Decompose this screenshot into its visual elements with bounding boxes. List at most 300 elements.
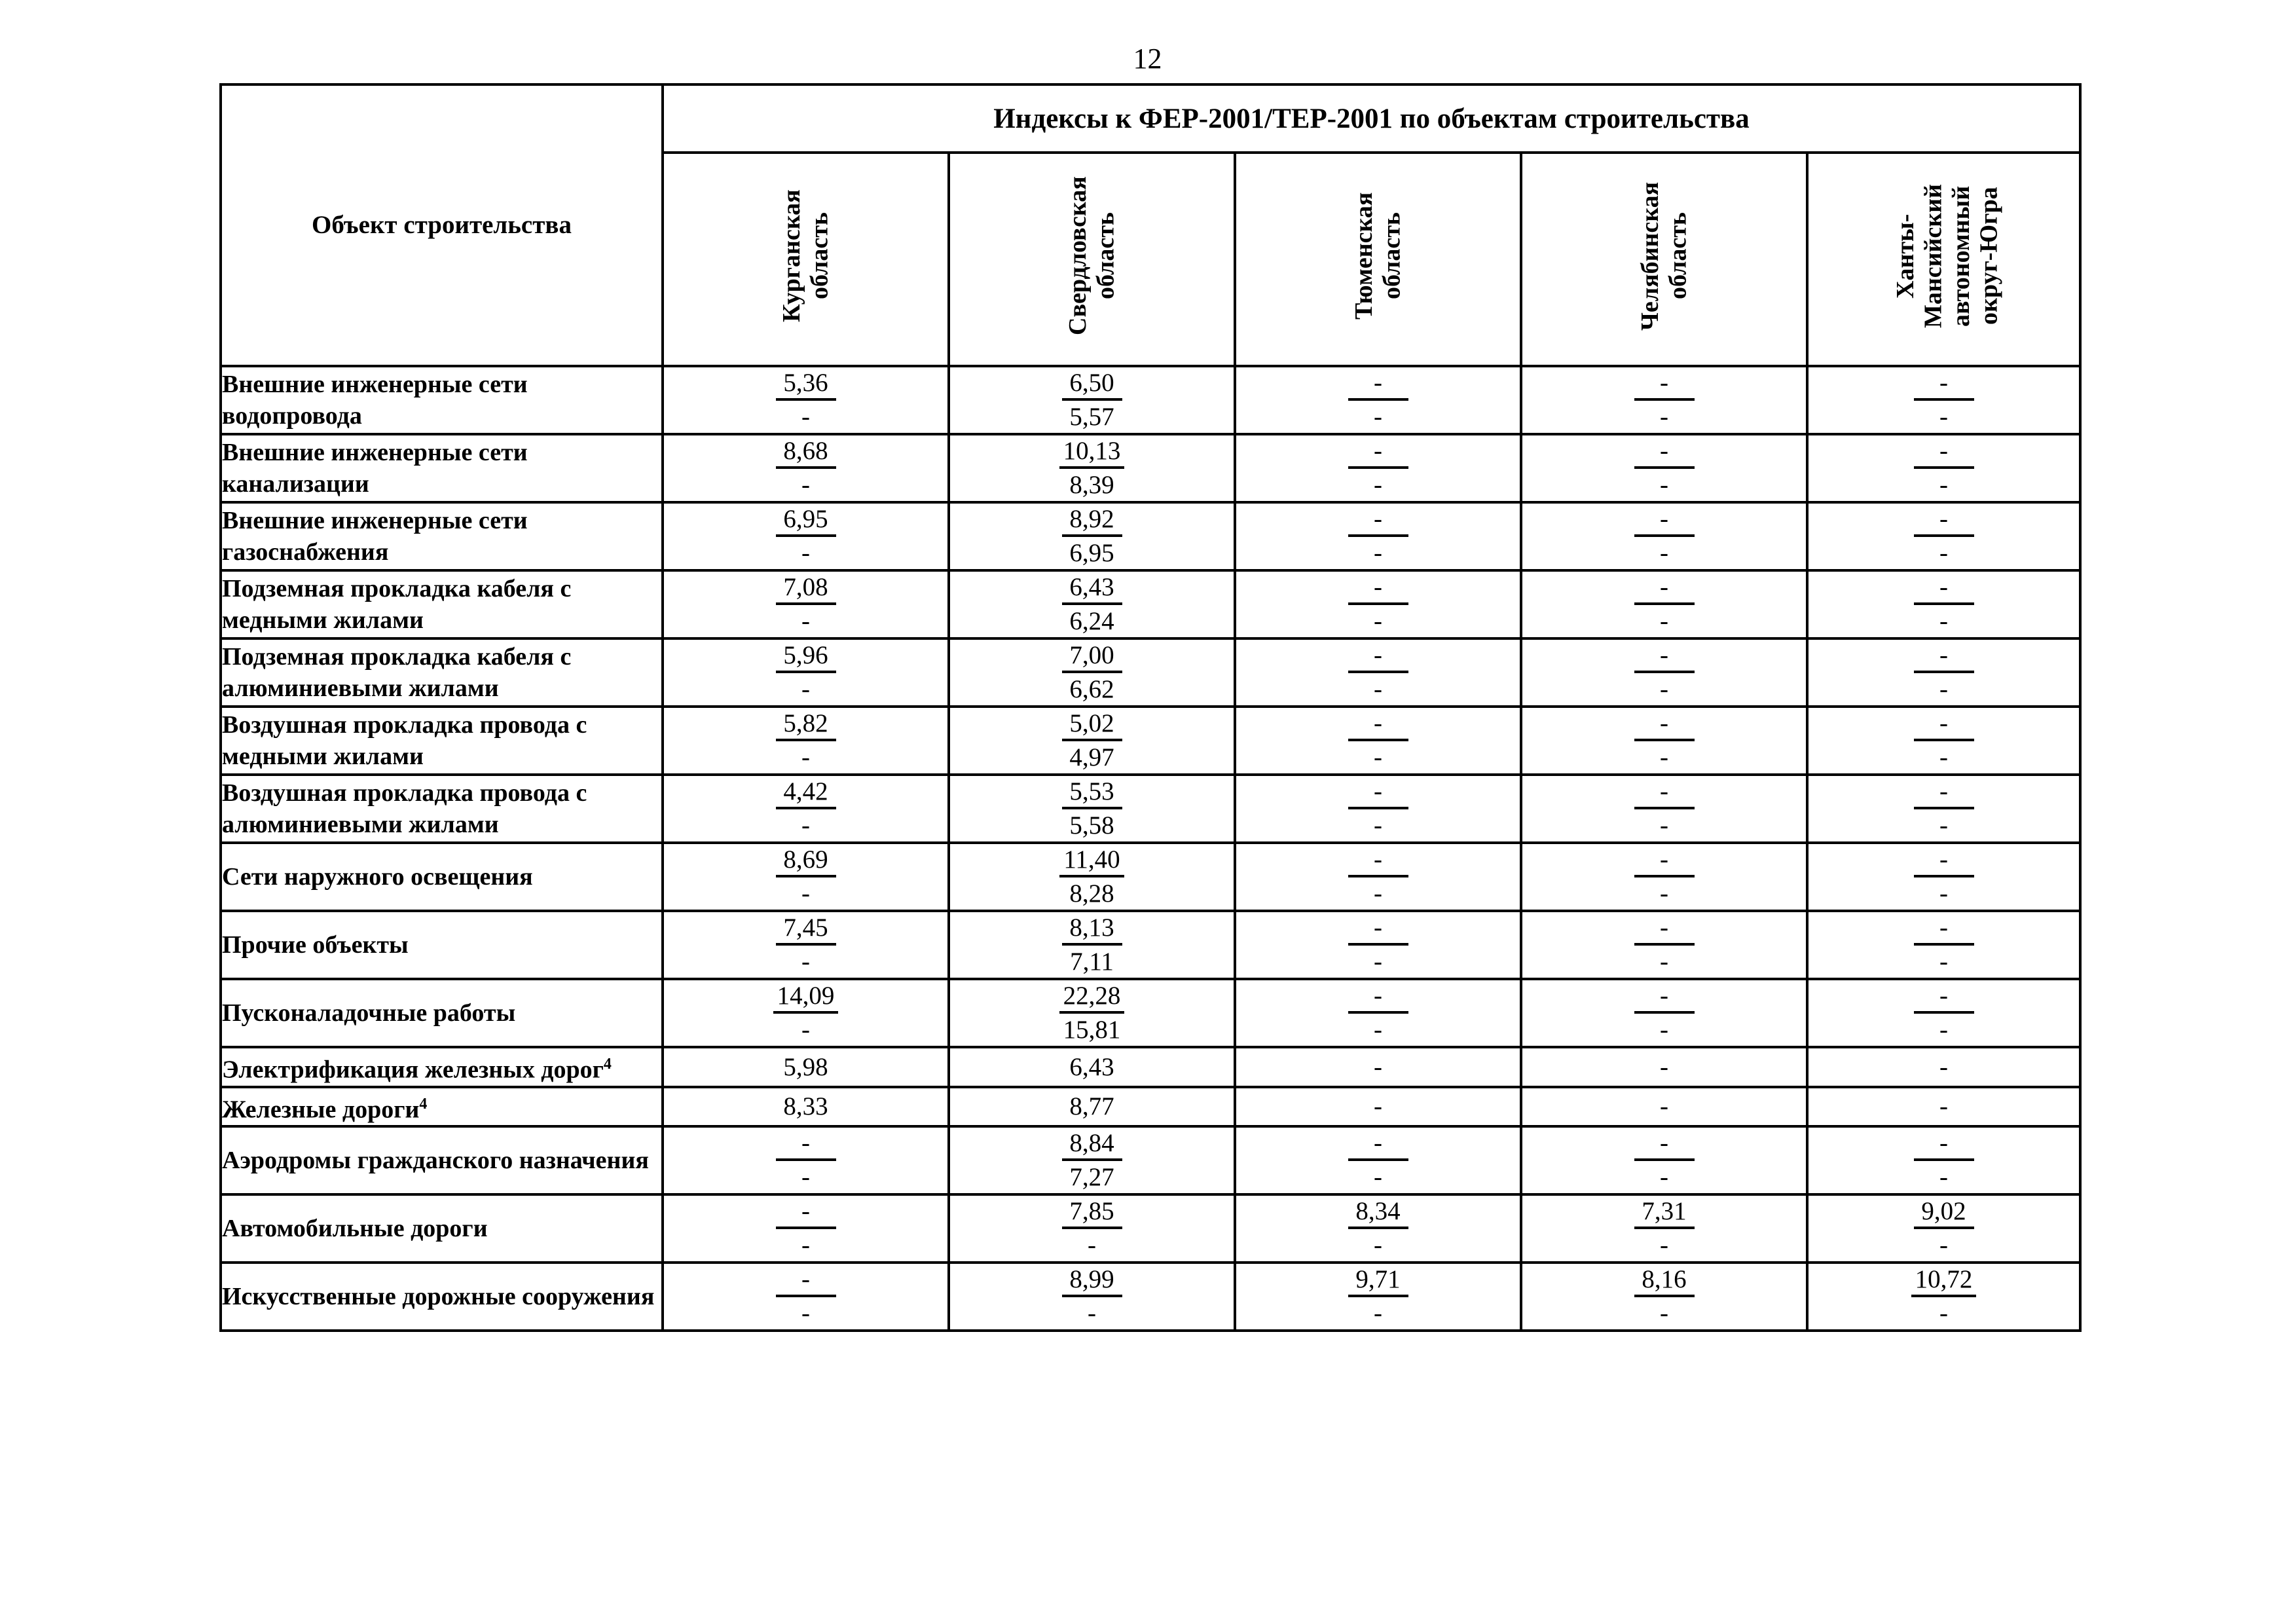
index-value-top: 8,34	[1348, 1198, 1408, 1229]
index-value-top: -	[1914, 914, 1974, 946]
index-value-top: -	[1634, 574, 1695, 605]
footnote-mark: 4	[603, 1056, 612, 1073]
index-value: -	[1807, 1087, 2080, 1127]
table-row	[221, 1194, 2080, 1263]
index-cell	[663, 775, 949, 843]
index-value-bottom: -	[1660, 539, 1668, 567]
index-value-top: 6,50	[1062, 369, 1122, 401]
index-cell	[1807, 1194, 2080, 1263]
index-fraction	[1914, 1198, 1974, 1259]
index-fraction	[776, 574, 836, 635]
index-cell	[1807, 843, 2080, 911]
index-value-bottom: -	[1939, 1231, 1949, 1260]
object-name	[221, 1126, 663, 1194]
object-name-text: Внешние инженерные сети газоснабжения	[222, 507, 528, 566]
index-fraction	[776, 1266, 836, 1327]
index-fraction	[1634, 1198, 1695, 1259]
index-cell	[1235, 638, 1521, 707]
index-value-top: 10,13	[1059, 437, 1125, 469]
index-fraction	[1634, 914, 1695, 976]
index-fraction	[1062, 778, 1122, 840]
index-cell	[949, 775, 1235, 843]
index-value-top: -	[1634, 710, 1695, 741]
index-value-bottom: -	[801, 811, 810, 840]
index-fraction	[1634, 1266, 1695, 1327]
index-value-bottom: -	[1660, 403, 1668, 431]
index-cell	[949, 570, 1235, 638]
index-value: 8,33	[663, 1087, 949, 1127]
index-cell	[663, 366, 949, 434]
index-fraction	[1348, 1130, 1408, 1191]
object-name	[221, 1087, 663, 1127]
index-value: -	[1235, 1047, 1521, 1087]
index-value-bottom: -	[1374, 539, 1382, 567]
index-fraction	[1059, 437, 1125, 499]
index-fraction	[1348, 982, 1408, 1044]
index-fraction	[1062, 1130, 1122, 1191]
index-cell	[949, 434, 1235, 502]
object-name-text: Воздушная прокладка провода с алюминиевыми жилами	[222, 779, 587, 838]
region-header	[663, 153, 949, 366]
index-value-bottom: -	[801, 948, 810, 976]
index-fraction	[776, 778, 836, 840]
index-fraction	[776, 846, 836, 908]
index-fraction	[1348, 574, 1408, 635]
index-fraction	[1059, 846, 1124, 908]
index-value-top: -	[1914, 369, 1974, 401]
object-name-text: Аэродромы гражданского назначения	[222, 1147, 649, 1175]
index-fraction	[1348, 846, 1408, 908]
index-value: -	[1521, 1087, 1807, 1127]
table-row	[221, 1126, 2080, 1194]
index-value: 5,98	[663, 1047, 949, 1087]
index-value-bottom: -	[801, 743, 810, 771]
table-row	[221, 707, 2080, 775]
index-value-bottom: -	[1660, 1231, 1668, 1260]
table-row	[221, 775, 2080, 843]
index-value-top: 5,02	[1062, 710, 1122, 741]
index-cell	[1235, 843, 1521, 911]
index-cell	[949, 502, 1235, 570]
object-name-text: Внешние инженерные сети водопровода	[222, 371, 528, 430]
index-value-top: 5,36	[776, 369, 836, 401]
index-fraction	[1634, 574, 1695, 635]
table-header	[221, 84, 2080, 366]
index-fraction	[776, 914, 836, 976]
index-cell	[1807, 366, 2080, 434]
object-name	[221, 1263, 663, 1331]
index-fraction	[1062, 710, 1122, 771]
index-value-top: 7,08	[776, 574, 836, 605]
index-cell	[1521, 502, 1807, 570]
region-header	[1807, 153, 2080, 366]
index-cell	[949, 843, 1235, 911]
index-value-bottom: -	[1660, 1163, 1668, 1192]
index-value-top: -	[1634, 846, 1695, 877]
object-name-text: Подземная прокладка кабеля с алюминиевыми жилами	[222, 643, 572, 702]
index-cell	[663, 911, 949, 979]
index-value: -	[1521, 1047, 1807, 1087]
index-value-top: 11,40	[1059, 846, 1124, 877]
index-cell	[1235, 911, 1521, 979]
object-name-text: Искусственные дорожные сооружения	[222, 1283, 655, 1311]
index-value-top: -	[1634, 506, 1695, 537]
index-cell	[1521, 1263, 1807, 1331]
object-name	[221, 911, 663, 979]
index-fraction	[1634, 506, 1695, 567]
index-fraction	[776, 710, 836, 771]
index-value-bottom: -	[801, 539, 810, 567]
index-value-bottom: -	[1939, 948, 1949, 976]
index-value-top: 8,92	[1062, 506, 1122, 537]
table-row	[221, 502, 2080, 570]
index-value-bottom: -	[1374, 743, 1382, 771]
index-cell	[1521, 570, 1807, 638]
index-value-bottom: -	[1660, 879, 1668, 908]
index-value-top: -	[1348, 437, 1408, 469]
index-value-top: -	[1634, 914, 1695, 946]
index-fraction	[1348, 778, 1408, 840]
index-fraction	[1634, 1130, 1695, 1191]
index-cell	[663, 707, 949, 775]
index-cell	[1521, 366, 1807, 434]
index-fraction	[1634, 437, 1695, 499]
index-fraction	[1348, 1266, 1408, 1327]
group-title: Индексы к ФЕР-2001/ТЕР-2001 по объектам строительства	[663, 84, 2080, 153]
index-value-top: 14,09	[773, 982, 839, 1014]
object-name	[221, 1047, 663, 1087]
index-value-bottom: -	[1939, 879, 1949, 908]
index-fraction	[1062, 1198, 1122, 1259]
index-value-bottom: -	[1374, 1231, 1382, 1260]
index-value-top: 4,42	[776, 778, 836, 809]
index-cell	[1521, 1194, 1807, 1263]
table-row	[221, 1263, 2080, 1331]
index-fraction	[773, 982, 839, 1044]
index-cell	[1521, 911, 1807, 979]
index-fraction	[1062, 642, 1122, 703]
index-value-top: -	[1914, 437, 1974, 469]
table-row	[221, 843, 2080, 911]
index-cell	[663, 1126, 949, 1194]
table-row	[221, 1047, 2080, 1087]
index-value-bottom: -	[801, 1016, 810, 1044]
object-name	[221, 502, 663, 570]
index-fraction	[1634, 846, 1695, 908]
index-value-top: -	[1634, 437, 1695, 469]
index-value-bottom: -	[1088, 1299, 1096, 1328]
index-cell	[663, 570, 949, 638]
index-cell	[1807, 979, 2080, 1047]
index-cell	[1235, 434, 1521, 502]
index-value-bottom: -	[1939, 1299, 1949, 1328]
index-cell	[663, 502, 949, 570]
index-value-bottom: -	[801, 675, 810, 703]
index-value-top: -	[1914, 710, 1974, 741]
index-value-top: 7,31	[1634, 1198, 1695, 1229]
index-value-bottom: 5,58	[1069, 811, 1114, 840]
index-value: 6,43	[949, 1047, 1235, 1087]
table-row	[221, 979, 2080, 1047]
index-fraction	[776, 506, 836, 567]
object-name	[221, 707, 663, 775]
index-value-bottom: -	[801, 879, 810, 908]
index-value-bottom: 15,81	[1063, 1016, 1121, 1044]
object-name-text: Пусконаладочные работы	[222, 999, 516, 1027]
index-value-top: 8,69	[776, 846, 836, 877]
index-value-bottom: -	[1939, 471, 1949, 499]
index-value-top: -	[1348, 369, 1408, 401]
region-header-label: Свердловская область	[1063, 176, 1120, 336]
index-cell	[1807, 638, 2080, 707]
index-value-top: -	[1634, 369, 1695, 401]
index-value-bottom: -	[1939, 1163, 1949, 1192]
index-cell	[1807, 1126, 2080, 1194]
index-fraction	[1914, 778, 1974, 840]
object-name	[221, 979, 663, 1047]
object-name-text: Подземная прокладка кабеля с медными жилами	[222, 575, 572, 634]
index-value-bottom: -	[1660, 948, 1668, 976]
table-row	[221, 1087, 2080, 1127]
index-cell	[1521, 775, 1807, 843]
index-value-bottom: -	[801, 1231, 810, 1260]
index-value-top: -	[1634, 642, 1695, 673]
index-value-bottom: -	[1660, 811, 1668, 840]
index-value-top: -	[1348, 982, 1408, 1014]
index-fraction	[1634, 642, 1695, 703]
index-value-bottom: 7,11	[1070, 948, 1114, 976]
index-value-bottom: 8,39	[1069, 471, 1114, 499]
index-fraction	[1914, 710, 1974, 771]
index-fraction	[1914, 982, 1974, 1044]
object-name-text: Автомобильные дороги	[222, 1215, 488, 1243]
object-name-text: Внешние инженерные сети канализации	[222, 439, 528, 498]
index-fraction	[776, 642, 836, 703]
index-fraction	[1062, 914, 1122, 976]
index-value-bottom: -	[1374, 879, 1382, 908]
index-cell	[1807, 707, 2080, 775]
index-fraction	[1914, 846, 1974, 908]
index-fraction	[1634, 778, 1695, 840]
index-value-top: 8,68	[776, 437, 836, 469]
index-value-top: 8,84	[1062, 1130, 1122, 1161]
index-value-bottom: 5,57	[1069, 403, 1114, 431]
index-value-top: -	[1914, 982, 1974, 1014]
index-value-top: -	[1348, 642, 1408, 673]
index-value-bottom: -	[801, 1163, 810, 1192]
index-value-top: 7,00	[1062, 642, 1122, 673]
index-cell	[949, 979, 1235, 1047]
index-value-top: 8,16	[1634, 1266, 1695, 1297]
object-name	[221, 843, 663, 911]
index-fraction	[1634, 710, 1695, 771]
table-row	[221, 570, 2080, 638]
index-value-top: -	[1914, 506, 1974, 537]
index-value-bottom: -	[1374, 948, 1382, 976]
index-cell	[1235, 1126, 1521, 1194]
object-name	[221, 434, 663, 502]
index-fraction	[1348, 506, 1408, 567]
index-cell	[663, 434, 949, 502]
table-row	[221, 638, 2080, 707]
index-value-bottom: 6,95	[1069, 539, 1114, 567]
index-value-bottom: -	[1939, 743, 1949, 771]
index-cell	[1807, 570, 2080, 638]
index-cell	[949, 1263, 1235, 1331]
index-cell	[1235, 979, 1521, 1047]
index-cell	[663, 979, 949, 1047]
index-cell	[1521, 843, 1807, 911]
index-cell	[1235, 570, 1521, 638]
index-value-top: -	[776, 1266, 836, 1297]
index-cell	[1807, 911, 2080, 979]
index-value: 8,77	[949, 1087, 1235, 1127]
index-fraction	[1914, 506, 1974, 567]
index-value-bottom: -	[1660, 1016, 1668, 1044]
region-header-label: Курганская область	[777, 189, 834, 323]
index-fraction	[1914, 914, 1974, 976]
index-cell	[1521, 1126, 1807, 1194]
index-cell	[1807, 775, 2080, 843]
index-value-bottom: -	[1374, 1163, 1382, 1192]
object-name	[221, 366, 663, 434]
index-value-bottom: -	[801, 1299, 810, 1328]
index-value-bottom: -	[1939, 1016, 1949, 1044]
table-body	[221, 366, 2080, 1331]
index-value-top: 7,45	[776, 914, 836, 946]
index-cell	[663, 638, 949, 707]
index-value-bottom: -	[1374, 1016, 1382, 1044]
index-fraction	[1348, 914, 1408, 976]
index-value-bottom: -	[801, 607, 810, 635]
index-value-top: -	[1348, 710, 1408, 741]
index-value-top: 6,95	[776, 506, 836, 537]
object-name-text: Воздушная прокладка провода с медными жилами	[222, 711, 587, 770]
index-value-top: -	[1348, 846, 1408, 877]
index-value-bottom: -	[1374, 607, 1382, 635]
index-value-top: 9,71	[1348, 1266, 1408, 1297]
index-value-bottom: 7,27	[1069, 1163, 1114, 1192]
table-row	[221, 434, 2080, 502]
index-cell	[949, 911, 1235, 979]
index-value-top: -	[1914, 778, 1974, 809]
table-row	[221, 911, 2080, 979]
index-cell	[949, 1194, 1235, 1263]
region-header	[1521, 153, 1807, 366]
index-fraction	[1914, 437, 1974, 499]
index-fraction	[1062, 506, 1122, 567]
index-value-top: 5,96	[776, 642, 836, 673]
index-fraction	[1348, 710, 1408, 771]
index-value-top: -	[1348, 778, 1408, 809]
region-header-label: Ханты-Мансийский автономный округ-Югра	[1891, 184, 2003, 328]
index-value-bottom: -	[1660, 743, 1668, 771]
footnote-mark: 4	[419, 1095, 428, 1113]
index-cell	[1521, 707, 1807, 775]
object-name-text: Электрификация железных дорог	[222, 1056, 604, 1084]
index-value: -	[1235, 1087, 1521, 1127]
index-value-top: -	[1914, 642, 1974, 673]
index-value-bottom: 4,97	[1069, 743, 1114, 771]
index-fraction	[1914, 642, 1974, 703]
index-fraction	[1914, 1130, 1974, 1191]
index-fraction	[776, 437, 836, 499]
index-cell	[949, 366, 1235, 434]
index-value-bottom: 6,62	[1069, 675, 1114, 703]
object-name	[221, 1194, 663, 1263]
index-cell	[663, 843, 949, 911]
index-fraction	[1059, 982, 1125, 1044]
index-value-top: -	[1634, 1130, 1695, 1161]
index-value-top: -	[1914, 1130, 1974, 1161]
index-cell	[1235, 1263, 1521, 1331]
region-header-label: Челябинская область	[1636, 181, 1692, 331]
object-name	[221, 638, 663, 707]
index-fraction	[1634, 982, 1695, 1044]
index-value-bottom: -	[1374, 1299, 1382, 1328]
index-cell	[949, 638, 1235, 707]
index-fraction	[776, 369, 836, 431]
index-cell	[1235, 502, 1521, 570]
object-name-text: Сети наружного освещения	[222, 863, 533, 891]
index-value-bottom: -	[1374, 403, 1382, 431]
index-fraction	[1911, 1266, 1977, 1327]
index-fraction	[776, 1198, 836, 1259]
table-row	[221, 366, 2080, 434]
region-header-label: Тюменская область	[1349, 192, 1406, 320]
index-value-top: -	[1348, 1130, 1408, 1161]
index-value-bottom: -	[1939, 811, 1949, 840]
index-fraction	[1348, 369, 1408, 431]
index-fraction	[1914, 574, 1974, 635]
index-cell	[663, 1263, 949, 1331]
index-value-top: -	[1634, 778, 1695, 809]
index-cell	[1521, 638, 1807, 707]
object-name	[221, 570, 663, 638]
object-column-header: Объект строительства	[221, 84, 663, 366]
index-value-top: -	[1634, 982, 1695, 1014]
index-value-bottom: -	[801, 471, 810, 499]
index-value-bottom: -	[1939, 539, 1949, 567]
index-value-bottom: 6,24	[1069, 607, 1114, 635]
index-value-top: 8,99	[1062, 1266, 1122, 1297]
index-cell	[949, 707, 1235, 775]
index-value-top: -	[776, 1130, 836, 1161]
index-value-top: 6,43	[1062, 574, 1122, 605]
index-value-bottom: -	[1939, 607, 1949, 635]
index-cell	[1807, 1263, 2080, 1331]
index-cell	[949, 1126, 1235, 1194]
region-header	[949, 153, 1235, 366]
index-value-top: 8,13	[1062, 914, 1122, 946]
index-value-bottom: -	[1088, 1231, 1096, 1260]
index-fraction	[1348, 1198, 1408, 1259]
index-value-bottom: -	[1660, 1299, 1668, 1328]
index-fraction	[1062, 574, 1122, 635]
index-value-top: -	[1348, 574, 1408, 605]
object-name-text: Железные дороги	[222, 1096, 420, 1124]
index-value-top: 9,02	[1914, 1198, 1974, 1229]
object-name	[221, 775, 663, 843]
index-cell	[1521, 979, 1807, 1047]
index-value-bottom: -	[1660, 607, 1668, 635]
index-value-bottom: -	[1374, 471, 1382, 499]
index-cell	[1807, 502, 2080, 570]
index-value-top: -	[1348, 914, 1408, 946]
index-value-bottom: -	[1374, 811, 1382, 840]
index-fraction	[1348, 437, 1408, 499]
index-fraction	[1062, 369, 1122, 431]
